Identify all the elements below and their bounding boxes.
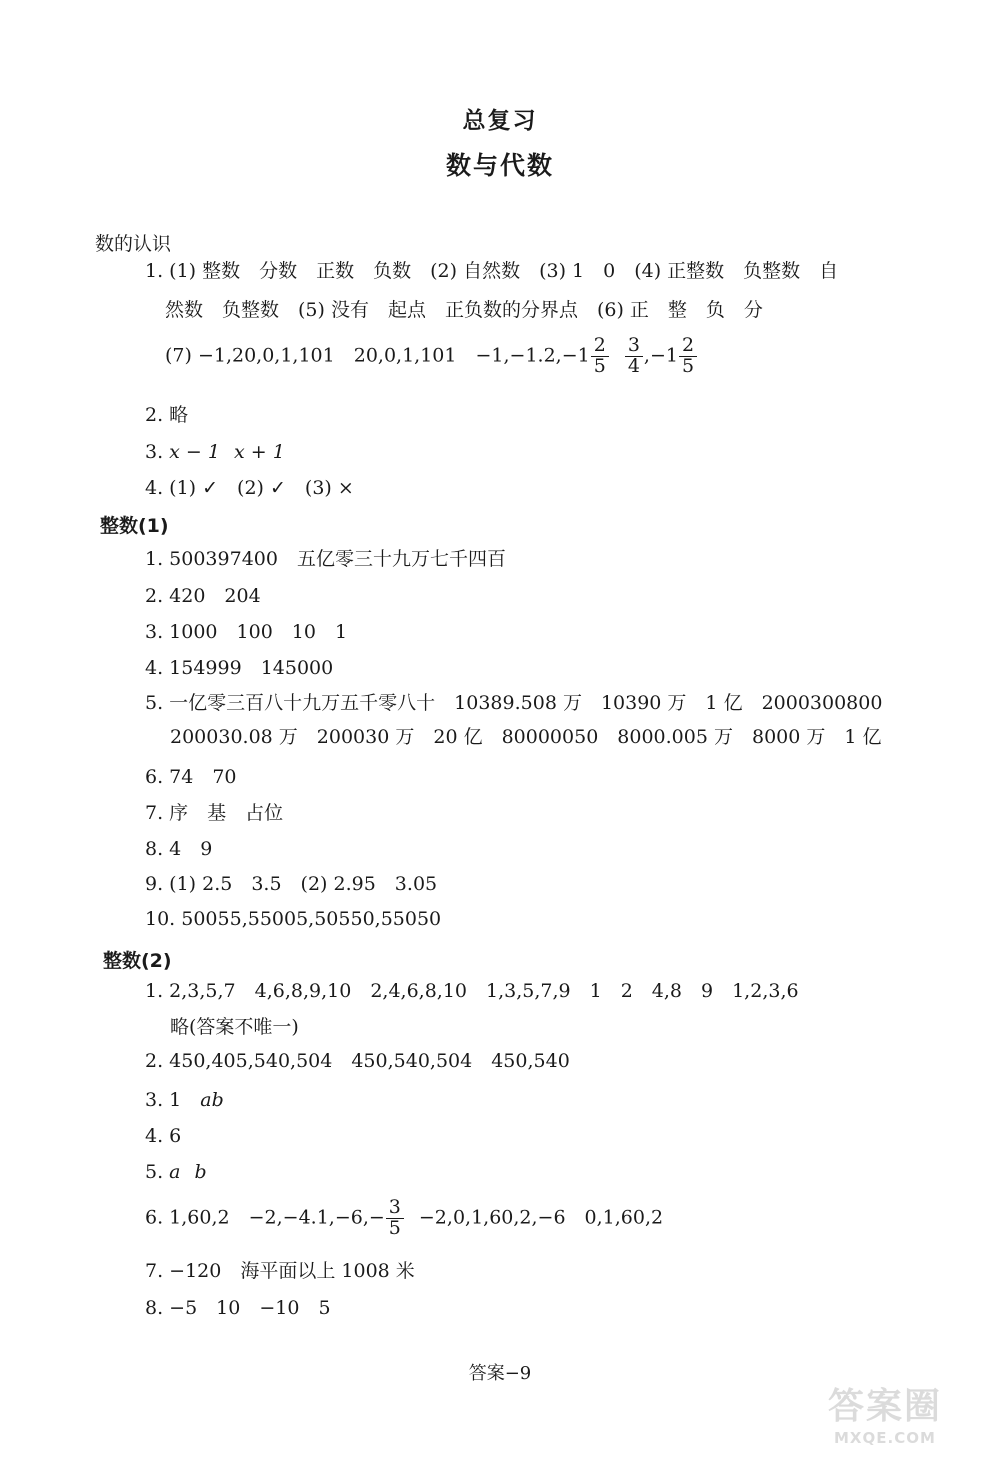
page-subtitle: 数与代数 (445, 151, 554, 180)
answer-text: ,−1 (643, 344, 678, 367)
fraction (591, 336, 609, 377)
answer-line: 10. 50055,55005,50550,55050 (145, 908, 442, 930)
answer-line: 1. 2,3,5,7 4,6,8,9,10 2,4,6,8,10 1,3,5,7,9 1 2 4,8 9 1,2,3,6 (145, 980, 799, 1002)
answer-line: 200030.08 万 200030 万 20 亿 80000050 8000.005 万 8000 万 1 亿 (170, 726, 882, 748)
page-number-footer: 答案−9 (468, 1363, 532, 1384)
answer-line: 6. 74 70 (145, 766, 237, 788)
fraction-numerator: 2 (679, 336, 697, 357)
answer-text: −2,0,1,60,2,−6 0,1,60,2 (418, 1206, 664, 1229)
algebra-expression: x − 1 (169, 441, 220, 463)
algebra-expression: ab (200, 1089, 224, 1111)
answer-text: 3. 1 (145, 1089, 201, 1111)
answer-line: 8. 4 9 (145, 838, 213, 860)
answer-text: (7) −1,20,0,1,101 20,0,1,101 −1,−1.2,−1 (165, 344, 590, 367)
answer-line: 1. (1) 整数 分数 正数 负数 (2) 自然数 (3) 1 0 (4) 正整数 负整数 自 (145, 260, 839, 282)
answer-line: 4. (1) ✓ (2) ✓ (3) × (145, 477, 354, 499)
section-heading-number-recognition: 数的认识 (95, 233, 172, 255)
answer-line: 7. −120 海平面以上 1008 米 (145, 1260, 415, 1282)
answer-line: 然数 负整数 (5) 没有 起点 正负数的分界点 (6) 正 整 负 分 (165, 299, 763, 321)
algebra-expression: x + 1 (233, 441, 285, 463)
answer-line: 2. 略 (145, 404, 189, 426)
answer-line: 2. 450,405,540,504 450,540,504 450,540 (145, 1050, 570, 1072)
answer-line (145, 1088, 224, 1112)
answer-line-fractions (145, 1198, 663, 1239)
answer-text: 6. 1,60,2 −2,−4.1,−6,− (145, 1206, 385, 1229)
answer-line: 9. (1) 2.5 3.5 (2) 2.95 3.05 (145, 873, 438, 895)
page-title: 总复习 (462, 108, 538, 134)
answer-line: 2. 420 204 (145, 585, 261, 607)
fraction-numerator: 3 (386, 1198, 404, 1219)
fraction-denominator: 4 (627, 354, 640, 377)
answer-line: 4. 6 (145, 1125, 182, 1147)
section-heading-integers-1: 整数(1) (100, 515, 169, 537)
fraction-numerator: 3 (625, 336, 643, 357)
fraction (679, 336, 697, 377)
answer-line: 5. 一亿零三百八十九万五千零八十 10389.508 万 10390 万 1 亿 2000300800 (145, 692, 883, 714)
algebra-variable: b (194, 1161, 207, 1183)
answer-line: 7. 序 基 占位 (145, 802, 284, 824)
answer-line (145, 1160, 207, 1184)
fraction (386, 1198, 404, 1239)
watermark-url: MXQE.COM (834, 1429, 936, 1447)
answer-line: 8. −5 10 −10 5 (145, 1297, 331, 1319)
answer-line: 4. 154999 145000 (145, 657, 334, 679)
answer-text: 5. (145, 1161, 170, 1183)
answer-line (145, 440, 285, 464)
answer-text: 3. (145, 441, 170, 463)
answer-line: 1. 500397400 五亿零三十九万七千四百 (145, 548, 506, 570)
answer-line: 略(答案不唯一) (170, 1016, 299, 1038)
fraction (625, 336, 643, 377)
algebra-variable: a (169, 1161, 181, 1183)
fraction-denominator: 5 (593, 354, 606, 377)
watermark-text: 答案圈 (828, 1386, 943, 1427)
fraction-denominator: 5 (388, 1216, 401, 1239)
fraction-numerator: 2 (591, 336, 609, 357)
answer-line-fractions (165, 336, 698, 377)
fraction-denominator: 5 (681, 354, 695, 377)
section-heading-integers-2: 整数(2) (103, 950, 172, 972)
watermark-logo (828, 1378, 988, 1450)
answer-line: 3. 1000 100 10 1 (145, 621, 348, 643)
